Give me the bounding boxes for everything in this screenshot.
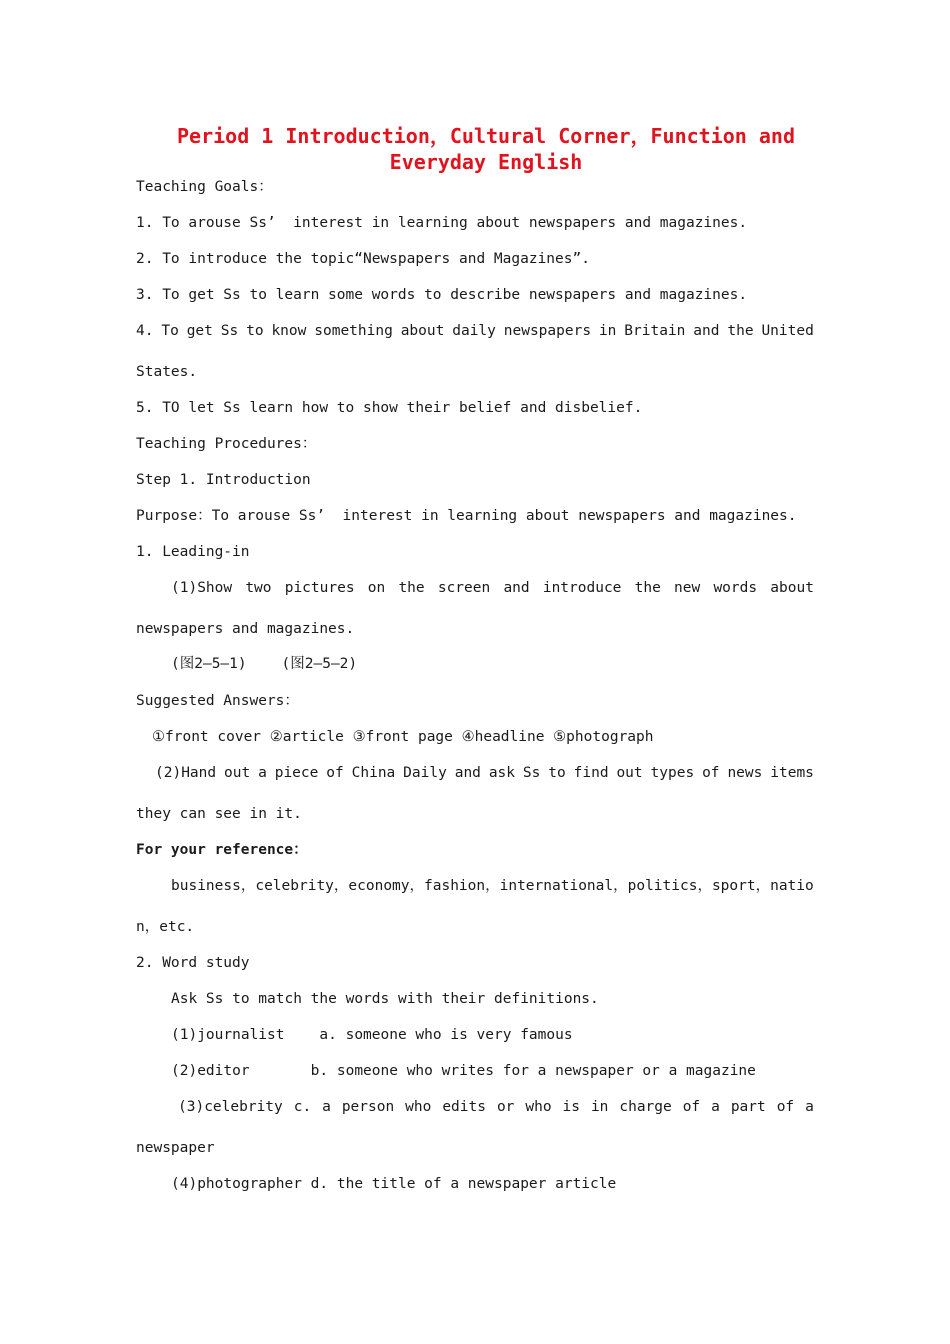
word: about <box>770 580 814 596</box>
word: of <box>682 1099 701 1115</box>
step-heading: Step 1. Introduction <box>136 472 311 488</box>
word: to <box>246 323 264 339</box>
title-line-2: Everyday English <box>389 150 583 174</box>
goal-item: 5. TO let Ss learn how to show their belief and disbelief. <box>136 400 643 416</box>
word: in <box>598 323 617 339</box>
match-item-continuation: newspaper <box>136 1140 215 1156</box>
word: in <box>590 1099 609 1115</box>
teaching-goals-heading: Teaching Goals： <box>136 179 273 195</box>
word: out <box>224 765 251 781</box>
word: new <box>674 580 701 596</box>
word: on <box>367 580 386 596</box>
goal-item <box>136 321 814 341</box>
word: 4. <box>136 323 154 339</box>
word: United <box>761 323 814 339</box>
word: a <box>805 1099 814 1115</box>
paragraph-line <box>155 763 814 783</box>
section-heading: 2. Word study <box>136 955 250 971</box>
word: China <box>351 765 396 781</box>
word: piece <box>274 765 319 781</box>
match-item: (2)editor b. someone who writes for a newspaper or a magazine <box>171 1063 756 1079</box>
word: news <box>727 765 763 781</box>
word: c. <box>293 1099 312 1115</box>
word: is <box>562 1099 580 1115</box>
word: Daily <box>403 765 447 781</box>
word: pictures <box>284 580 355 596</box>
paragraph-continuation: they can see in it. <box>136 806 302 822</box>
reference-list <box>171 876 814 896</box>
word: edits <box>442 1099 486 1115</box>
match-item <box>178 1097 814 1117</box>
word: know <box>271 323 307 339</box>
title-line-1: Period 1 Introduction，Cultural Corner，Function and <box>177 124 795 148</box>
word: find <box>573 765 609 781</box>
word: a <box>258 765 267 781</box>
goal-item: 2. To introduce the topic“Newspapers and Magazines”. <box>136 251 590 267</box>
word: daily <box>452 323 496 339</box>
word: charge <box>619 1099 672 1115</box>
word: types <box>650 765 695 781</box>
word: or <box>496 1099 515 1115</box>
word: of <box>326 765 344 781</box>
word: (2)Hand <box>155 765 217 781</box>
word: and <box>693 323 720 339</box>
word: out <box>616 765 643 781</box>
word: something <box>314 323 393 339</box>
match-item: (1)journalist a. someone who is very famous <box>171 1027 573 1043</box>
figure-references: (图2—5—1) (图2—5—2) <box>171 656 358 672</box>
word: who <box>525 1099 552 1115</box>
word: the <box>727 323 754 339</box>
word: and <box>454 765 481 781</box>
word: of <box>702 765 720 781</box>
word: the <box>398 580 425 596</box>
word: business，celebrity，economy，fashion，international，politics，sport，natio <box>171 878 814 894</box>
word: person <box>341 1099 395 1115</box>
word: to <box>548 765 566 781</box>
word: (3)celebrity <box>178 1099 283 1115</box>
word: a <box>711 1099 720 1115</box>
suggested-answers-list: ①front cover ②article ③front page ④headline ⑤photograph <box>152 729 654 745</box>
goal-item: 3. To get Ss to learn some words to describe newspapers and magazines. <box>136 287 748 303</box>
reference-heading: For your reference： <box>136 842 308 858</box>
section-heading: 1. Leading-in <box>136 544 250 560</box>
goal-item: 1. To arouse Ss’ interest in learning about newspapers and magazines. <box>136 215 748 231</box>
word: a <box>322 1099 331 1115</box>
word: get <box>186 323 213 339</box>
word: of <box>776 1099 795 1115</box>
suggested-answers-heading: Suggested Answers： <box>136 693 299 709</box>
word: To <box>161 323 179 339</box>
word: introduce <box>542 580 622 596</box>
word: ask <box>488 765 516 781</box>
reference-continuation: n，etc. <box>136 919 195 935</box>
paragraph-continuation: newspapers and magazines. <box>136 621 355 637</box>
word: who <box>405 1099 432 1115</box>
word: (1)Show <box>171 580 233 596</box>
word: screen <box>437 580 491 596</box>
purpose-text: Purpose：To arouse Ss’ interest in learning about newspapers and magazines. <box>136 508 797 524</box>
match-item: (4)photographer d. the title of a newspaper article <box>171 1176 617 1192</box>
procedures-heading: Teaching Procedures： <box>136 436 317 452</box>
word: two <box>245 580 272 596</box>
word: words <box>713 580 758 596</box>
word: items <box>770 765 814 781</box>
instruction-text: Ask Ss to match the words with their definitions. <box>171 991 599 1007</box>
paragraph-line <box>171 578 814 598</box>
word: and <box>503 580 530 596</box>
goal-item-continuation: States. <box>136 364 198 380</box>
word: Ss <box>220 323 239 339</box>
word: newspapers <box>503 323 592 339</box>
word: the <box>634 580 661 596</box>
word: about <box>400 323 445 339</box>
word: part <box>730 1099 766 1115</box>
word: Ss <box>522 765 541 781</box>
word: Britain <box>624 323 686 339</box>
